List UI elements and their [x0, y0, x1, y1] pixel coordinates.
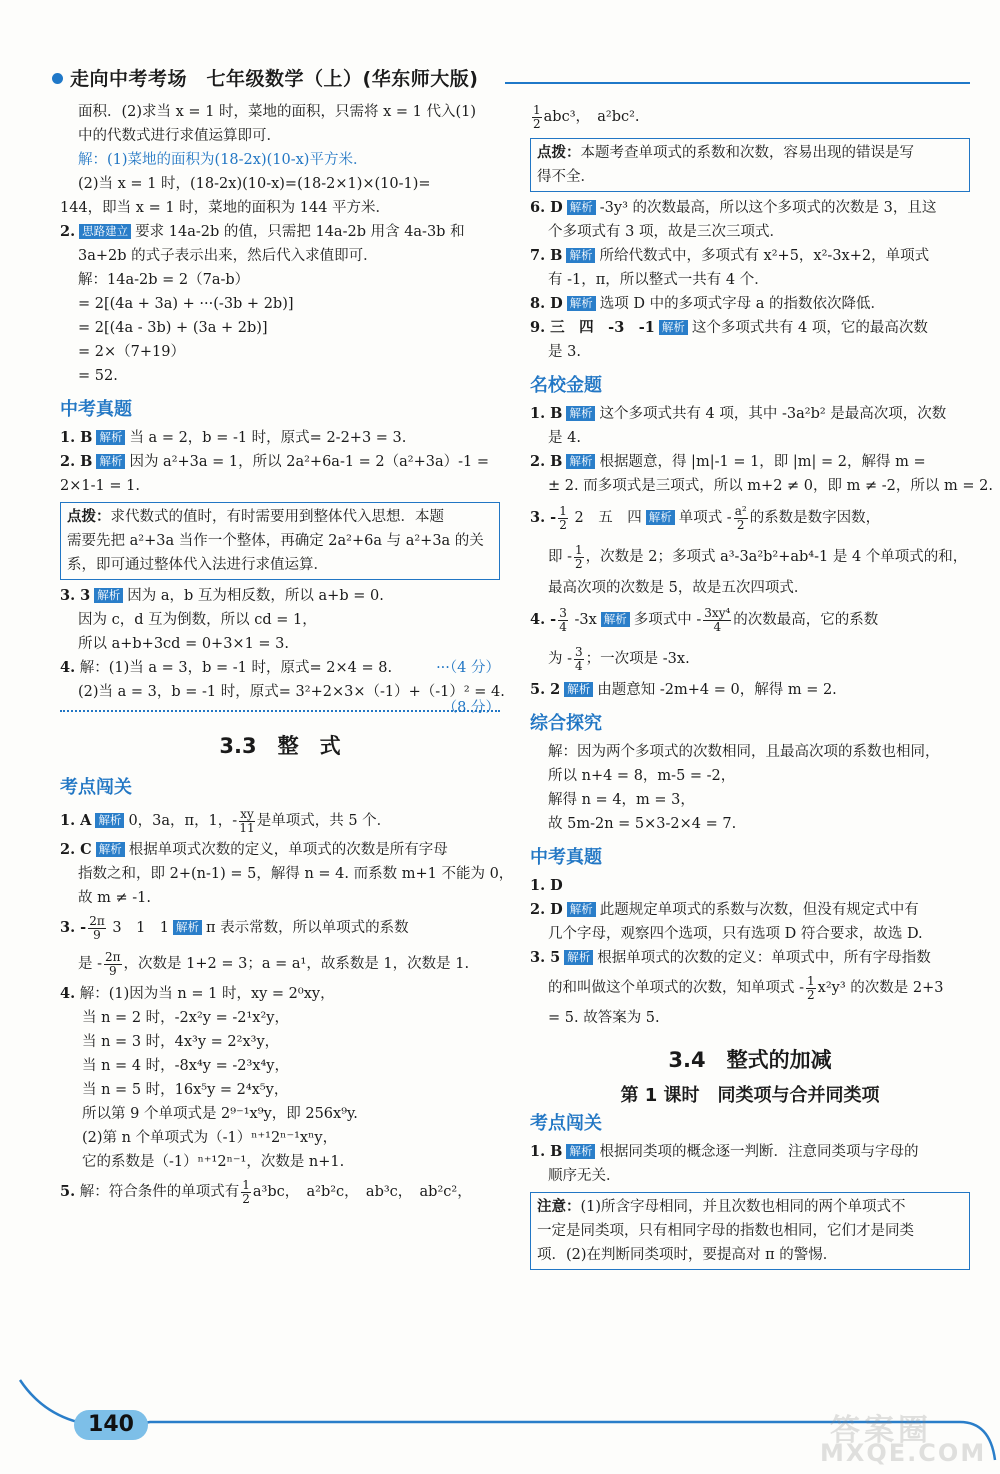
m-answer-3: 3. - $\frac{1}{2}$ 2 五 四 解析 单项式 - $\frac{\text{a²}}{2}$ 的系数是数字因数，	[530, 503, 881, 532]
analysis-tag: 解析	[96, 454, 125, 469]
section-heading: 考点闯关	[60, 777, 132, 798]
answer-7: 7. B 解析 所给代数式中，多项式有 x²+5，x²-3x+2，单项式	[530, 247, 930, 264]
answer-3: 3. 3 解析 因为 a，b 互为相反数，所以 a+b = 0.	[60, 587, 384, 604]
text-line: 是 3.	[548, 344, 581, 360]
text-line: 为 - $\frac{3}{4}$ ；一次项是 -3x.	[548, 644, 690, 673]
question-2: 2. 思路建立 要求 14a-2b 的值，只需把 14a-2b 用含 4a-3b 和	[60, 223, 465, 240]
text-line: (2)当 x = 1 时，(18-2x)(10-x)=(18-2×1)×(10-1)=	[78, 176, 431, 192]
text-line: (2)当 a = 3，b = -1 时，原式= 3²+2×3×（-1）+（-1）² = 4.	[78, 684, 505, 700]
section-heading: 中考真题	[530, 847, 602, 868]
t-answer-1: 1. B 解析 根据同类项的概念逐一判断．注意同类项与字母的	[530, 1143, 919, 1160]
fraction: $\frac{xy}{11}$	[239, 806, 255, 835]
answer-9: 9. 三 四 -3 -1 解析 这个多项式共有 4 项，它的最高次数	[530, 319, 928, 336]
note-box: 注意：(1)所含字母相同，并且次数也相同的两个单项式不 一定是同类项，只有相同字母的指数也相同，它们才是同类 项．(2)在判断同类项时，要提高对 π 的警惕．	[530, 1192, 970, 1270]
text-line: 是 4.	[548, 430, 581, 446]
text-line: 是 - $\frac{2\pi}{9}$ ，次数是 1+2 = 3；a = a¹，故系数是 1，次数是 1.	[78, 949, 470, 978]
analysis-tag: 解析	[173, 920, 202, 935]
k-answer-5: 5. 解：符合条件的单项式有 $\frac{1}{2}$ a³bc， a²b²c， ab³c， ab²c²，	[60, 1177, 472, 1206]
y-answer-1: 1. D	[530, 877, 563, 894]
fraction: $\frac{1}{2}$	[242, 1177, 250, 1206]
text-line: 解：因为两个多项式的次数相同，且最高次项的系数也相同，	[548, 744, 940, 760]
analysis-tag: 解析	[564, 682, 593, 697]
text-line: 的和叫做这个单项式的次数，知单项式 - $\frac{1}{2}$ x²y³ 的次数是 2+3	[548, 973, 944, 1002]
analysis-tag: 解析	[96, 842, 125, 857]
text-line: 几个字母，观察四个选项，只有选项 D 符合要求，故选 D.	[548, 926, 923, 942]
section-heading: 综合探究	[530, 713, 602, 734]
fraction: $\frac{1}{2}$	[533, 102, 541, 131]
math-line: 当 n = 3 时，4x³y = 2²x³y，	[82, 1034, 280, 1050]
text-line: = 5. 故答案为 5.	[548, 1010, 660, 1026]
text-line: 故 m ≠ -1.	[78, 890, 151, 906]
chapter-title: 3.3 整 式	[219, 734, 341, 758]
text-line: 顺序无关．	[548, 1168, 621, 1184]
analysis-tag: 解析	[601, 612, 630, 627]
analysis-tag: 解析	[567, 296, 596, 311]
fraction: $\frac{3}{4}$	[575, 644, 583, 673]
analysis-tag: 解析	[566, 1144, 595, 1159]
math-line: (2)第 n 个单项式为（-1）ⁿ⁺¹2ⁿ⁻¹xⁿy，	[82, 1130, 338, 1146]
text-line: 所以 a+b+3cd = 0+3×1 = 3.	[78, 636, 290, 652]
fraction: $\frac{3}{4}$	[559, 605, 567, 634]
analysis-tag: 解析	[567, 200, 596, 215]
text-line: 3a+2b 的式子表示出来，然后代入求值即可．	[78, 248, 378, 264]
solution-line: 解：(1)菜地的面积为(18-2x)(10-x)平方米．	[78, 152, 368, 168]
analysis-tag: 解析	[566, 406, 595, 421]
math-line: 所以第 9 个单项式是 2⁹⁻¹x⁹y，即 256x⁹y.	[82, 1106, 358, 1122]
math-line: 解得 n = 4，m = 3，	[548, 792, 695, 808]
header-title: 走向中考考场 七年级数学（上）(华东师大版)	[70, 68, 479, 90]
answer-2: 2. B 解析 因为 a²+3a = 1，所以 2a²+6a-1 = 2（a²+3a）-1 =	[60, 453, 490, 470]
analysis-tag: 解析	[94, 588, 123, 603]
running-header	[30, 64, 970, 92]
lesson-title: 第 1 课时 同类项与合并同类项	[620, 1085, 880, 1106]
answer-8: 8. D 解析 选项 D 中的多项式字母 a 的指数依次降低．	[530, 295, 885, 312]
text-line: 因为 c，d 互为倒数，所以 cd = 1，	[78, 612, 317, 628]
text-line: $\frac{1}{2}$ abc³， a²bc².	[533, 102, 640, 131]
fraction: $\frac{2\pi}{9}$	[105, 949, 121, 978]
k-answer-4: 4. 解：(1)因为当 n = 1 时，xy = 2⁰xy，	[60, 985, 335, 1002]
section-heading: 名校金题	[530, 375, 602, 396]
answer-6: 6. D 解析 -3y³ 的次数最高，所以这个多项式的次数是 3，且这	[530, 199, 937, 216]
analysis-tag: 解析	[567, 902, 596, 917]
m-answer-4: 4. - $\frac{3}{4}$ -3x 解析 多项式中 - $\frac{\text{3xy⁴}}{4}$ 的次数最高，它的系数	[530, 605, 879, 634]
text-line: 面积．(2)求当 x = 1 时，菜地的面积，只需将 x = 1 代入(1)	[78, 104, 477, 120]
m-answer-5: 5. 2 解析 由题意知 -2m+4 = 0，解得 m = 2.	[530, 681, 837, 698]
math-line: 它的系数是（-1）ⁿ⁺¹2ⁿ⁻¹，次数是 n+1.	[82, 1154, 345, 1170]
text-line: 个多项式有 3 项，故是三次三项式．	[548, 224, 784, 240]
section-heading: 考点闯关	[530, 1113, 602, 1134]
answer-1: 1. B 解析 当 a = 2，b = -1 时，原式= 2-2+3 = 3.	[60, 429, 407, 446]
text-line: 有 -1，π，所以整式一共有 4 个．	[548, 272, 769, 288]
page-number: 140	[74, 1410, 148, 1440]
math-line: = 2[(4a - 3b) + (3a + 2b)]	[78, 320, 268, 336]
math-line: = 2[(4a + 3a) + ···(-3b + 2b)]	[78, 296, 294, 312]
k-answer-2: 2. C 解析 根据单项式次数的定义，单项式的次数是所有字母	[60, 841, 448, 858]
k-answer-3: 3. - $\frac{2\pi}{9}$ 3 1 1 解析 π 表示常数，所以单项式的系数	[60, 913, 409, 942]
text-line: 即 - $\frac{1}{2}$ ，次数是 2；多项式 a³-3a²b²+ab⁴-1 是 4 个单项式的和，	[548, 542, 968, 571]
y-answer-2: 2. D 解析 此题规定单项式的系数与次数，但没有规定式中有	[530, 901, 919, 918]
fraction: $\frac{1}{2}$	[575, 542, 583, 571]
analysis-tag: 解析	[566, 454, 595, 469]
header-rule	[505, 82, 970, 84]
analysis-tag: 解析	[646, 510, 675, 525]
k-answer-1: 1. A 解析 0，3a，π，1，- $\frac{xy}{11}$ 是单项式，共 5 个．	[60, 806, 392, 835]
fraction: $\frac{\text{3xy⁴}}{4}$	[704, 605, 731, 634]
math-line: 当 n = 2 时，-2x²y = -2¹x²y，	[82, 1010, 289, 1026]
text-line: 2×1-1 = 1.	[60, 478, 140, 494]
section-heading: 中考真题	[60, 399, 132, 420]
analysis-tag: 解析	[96, 430, 125, 445]
tip-box: 点拨：本题考查单项式的系数和次数，容易出现的错误是写 得不全．	[530, 138, 970, 192]
math-line: = 52.	[78, 368, 118, 384]
text-line: 中的代数式进行求值运算即可．	[78, 128, 281, 144]
left-column	[60, 100, 514, 1210]
analysis-tag: 解析	[659, 320, 688, 335]
analysis-tag: 解析	[566, 248, 595, 263]
m-answer-2: 2. B 解析 根据题意，得 |m|-1 = 1，即 |m| = 2，解得 m =	[530, 453, 926, 470]
math-line: 故 5m-2n = 5×3-2×4 = 7.	[548, 816, 737, 832]
math-line: 当 n = 4 时，-8x⁴y = -2³x⁴y，	[82, 1058, 289, 1074]
tip-box: 点拨：求代数式的值时，有时需要用到整体代入思想．本题 需要先把 a²+3a 当作一个整体，再确定 2a²+6a 与 a²+3a 的关 系，即可通过整体代入法进行求值运算．	[60, 502, 500, 580]
analysis-tag: 解析	[95, 813, 124, 828]
answer-4: 4. 解：(1)当 a = 3，b = -1 时，原式= 2×4 = 8. ···（4 分）	[60, 659, 500, 676]
text-line: 最高次项的次数是 5，故是五次四项式．	[548, 580, 809, 596]
math-line: 解：14a-2b = 2（7a-b）	[78, 272, 250, 288]
fraction: $\frac{2\pi}{9}$	[89, 913, 105, 942]
chapter-title: 3.4 整式的加减	[668, 1048, 832, 1072]
watermark: 答案圈 MXQE.COM	[820, 1413, 987, 1467]
header-bullet-icon	[52, 73, 63, 84]
math-line: 所以 n+4 = 8，m-5 = -2，	[548, 768, 736, 784]
text-line: ± 2. 而多项式是三项式，所以 m+2 ≠ 0，即 m ≠ -2，所以 m = 2.	[548, 478, 993, 494]
m-answer-1: 1. B 解析 这个多项式共有 4 项，其中 -3a²b² 是最高次项，次数	[530, 405, 947, 422]
right-column	[530, 100, 993, 1274]
fraction: $\frac{1}{2}$	[807, 973, 815, 1002]
text-line: 指数之和，即 2+(n-1) = 5，解得 n = 4. 而系数 m+1 不能为 0，	[78, 866, 514, 882]
y-answer-3: 3. 5 解析 根据单项式的次数的定义：单项式中，所有字母指数	[530, 949, 931, 966]
analysis-tag: 解析	[564, 950, 593, 965]
analysis-tag: 思路建立	[79, 224, 131, 239]
math-line: 当 n = 5 时，16x⁵y = 2⁴x⁵y，	[82, 1082, 289, 1098]
dotted-leader: （8 分）	[60, 706, 500, 712]
fraction: $\frac{\text{a²}}{2}$	[734, 503, 747, 532]
math-line: = 2×（7+19）	[78, 344, 185, 360]
text-line: 144，即当 x = 1 时，菜地的面积为 144 平方米．	[60, 200, 391, 216]
fraction: $\frac{1}{2}$	[559, 503, 567, 532]
